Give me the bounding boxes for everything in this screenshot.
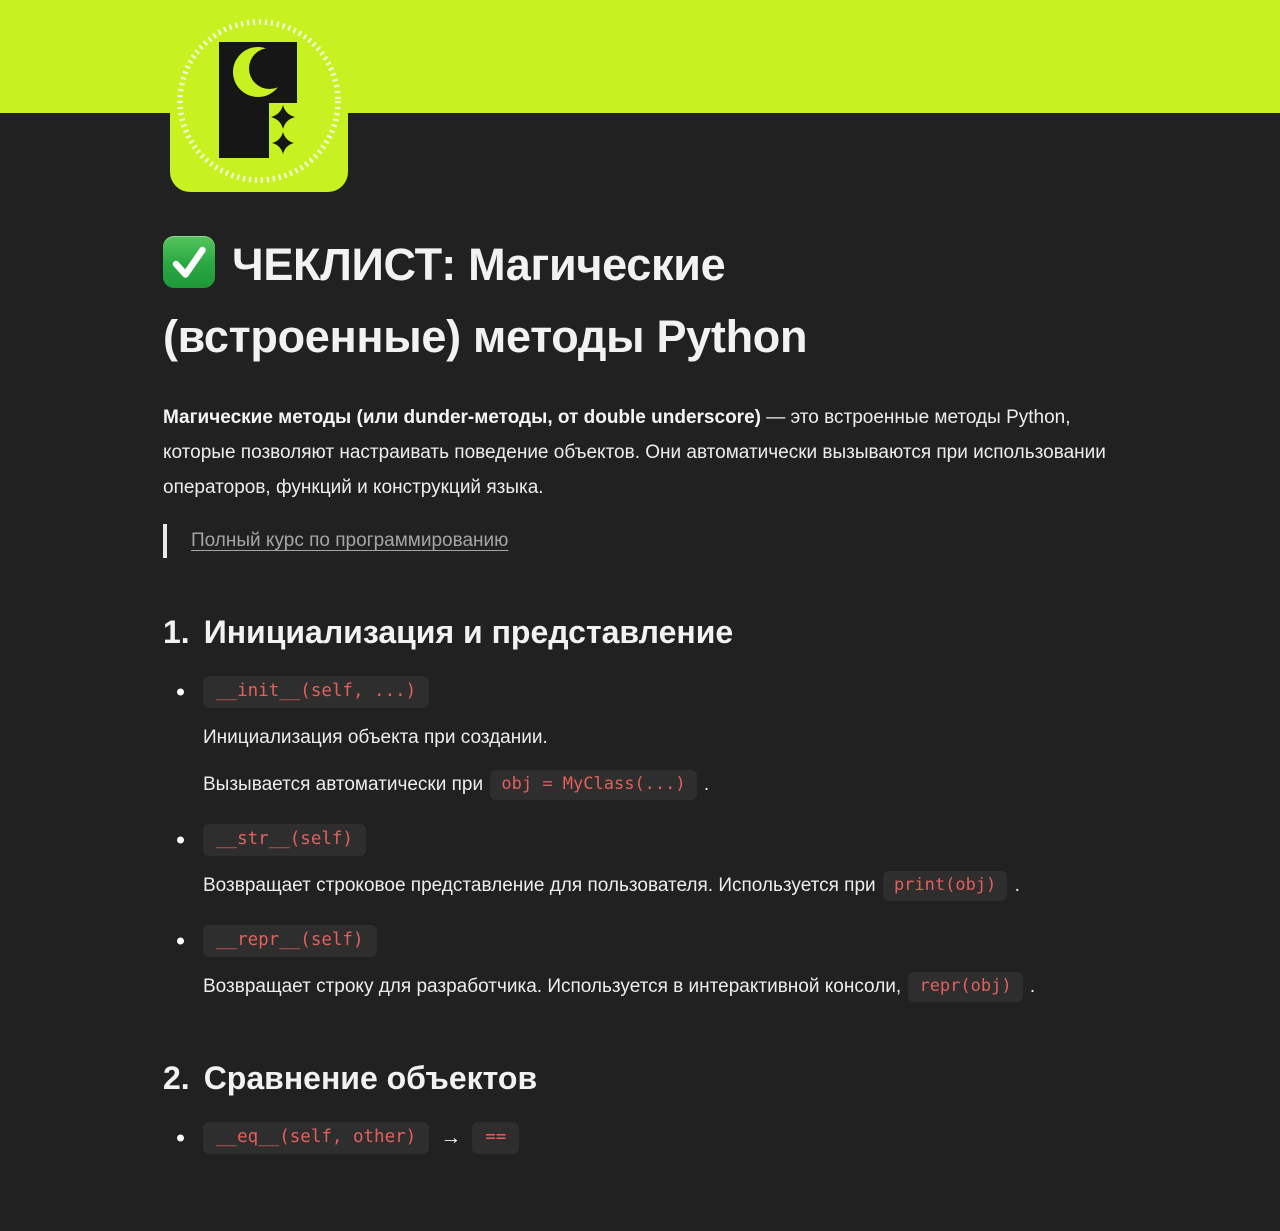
list-item-head (163, 925, 1123, 957)
bullet-dot (177, 837, 184, 844)
section-2 (163, 1056, 1123, 1154)
bullet-dot (177, 1135, 184, 1142)
code-chip: obj = MyClass(...) (490, 770, 696, 800)
section-title: Инициализация и представление (203, 614, 734, 650)
quote-block (163, 524, 1123, 558)
sections-container (163, 610, 1123, 1154)
course-link[interactable]: Полный курс по программированию (191, 530, 509, 551)
text-segment: . (1009, 875, 1020, 896)
arrow-icon: → (440, 1126, 462, 1149)
section-heading (163, 610, 1123, 654)
item-description (203, 869, 1083, 903)
list-item-head (163, 824, 1123, 856)
title-line-2: (встроенные) методы Python (163, 311, 808, 362)
code-chip: repr(obj) (908, 972, 1022, 1002)
text-segment: Инициализация объекта при создании. (203, 727, 548, 748)
code-chip: __repr__(self) (203, 925, 377, 957)
page-title (163, 229, 1123, 373)
list-item (163, 824, 1123, 903)
moon-cut (249, 48, 290, 89)
section-heading (163, 1056, 1123, 1100)
code-chip: __init__(self, ...) (203, 676, 429, 708)
item-description (203, 721, 1083, 755)
text-segment: Вызывается автоматически при (203, 774, 489, 795)
check-mark-button-emoji-icon (163, 236, 215, 288)
text-segment: Возвращает строку для разработчика. Используется в интерактивной консоли, (203, 976, 907, 997)
text-segment: . (698, 774, 710, 795)
bullet-dot (177, 689, 184, 696)
code-chip: print(obj) (883, 871, 1007, 901)
page-content (163, 113, 1123, 1154)
code-chip: == (472, 1122, 519, 1154)
section-title: Сравнение объектов (203, 1060, 538, 1096)
intro-bold-text: Магические методы (или dunder-методы, от double underscore) (163, 407, 761, 428)
list-item (163, 925, 1123, 1004)
section-number: 1. (163, 614, 190, 650)
list-item-head (163, 1122, 1123, 1154)
list-item-head (163, 676, 1123, 708)
section-1 (163, 610, 1123, 1004)
item-description (203, 768, 1083, 802)
item-description (203, 970, 1083, 1004)
list-item (163, 676, 1123, 802)
text-segment: . (1024, 976, 1036, 997)
list-item (163, 1122, 1123, 1154)
title-line-1: ЧЕКЛИСТ: Магические (232, 239, 726, 290)
code-chip: __eq__(self, other) (203, 1122, 429, 1154)
section-number: 2. (163, 1060, 190, 1096)
bullet-dot (177, 938, 184, 945)
intro-rest-text: — это встроенные методы Python, которые позволяют настраивать поведение объектов. Они автоматически вызываются при использовании операторов, функций и конструкций языка. (163, 407, 1106, 498)
text-segment: Возвращает строковое представление для пользователя. Используется при (203, 875, 881, 896)
intro-paragraph (163, 400, 1115, 505)
code-chip: __str__(self) (203, 824, 366, 856)
